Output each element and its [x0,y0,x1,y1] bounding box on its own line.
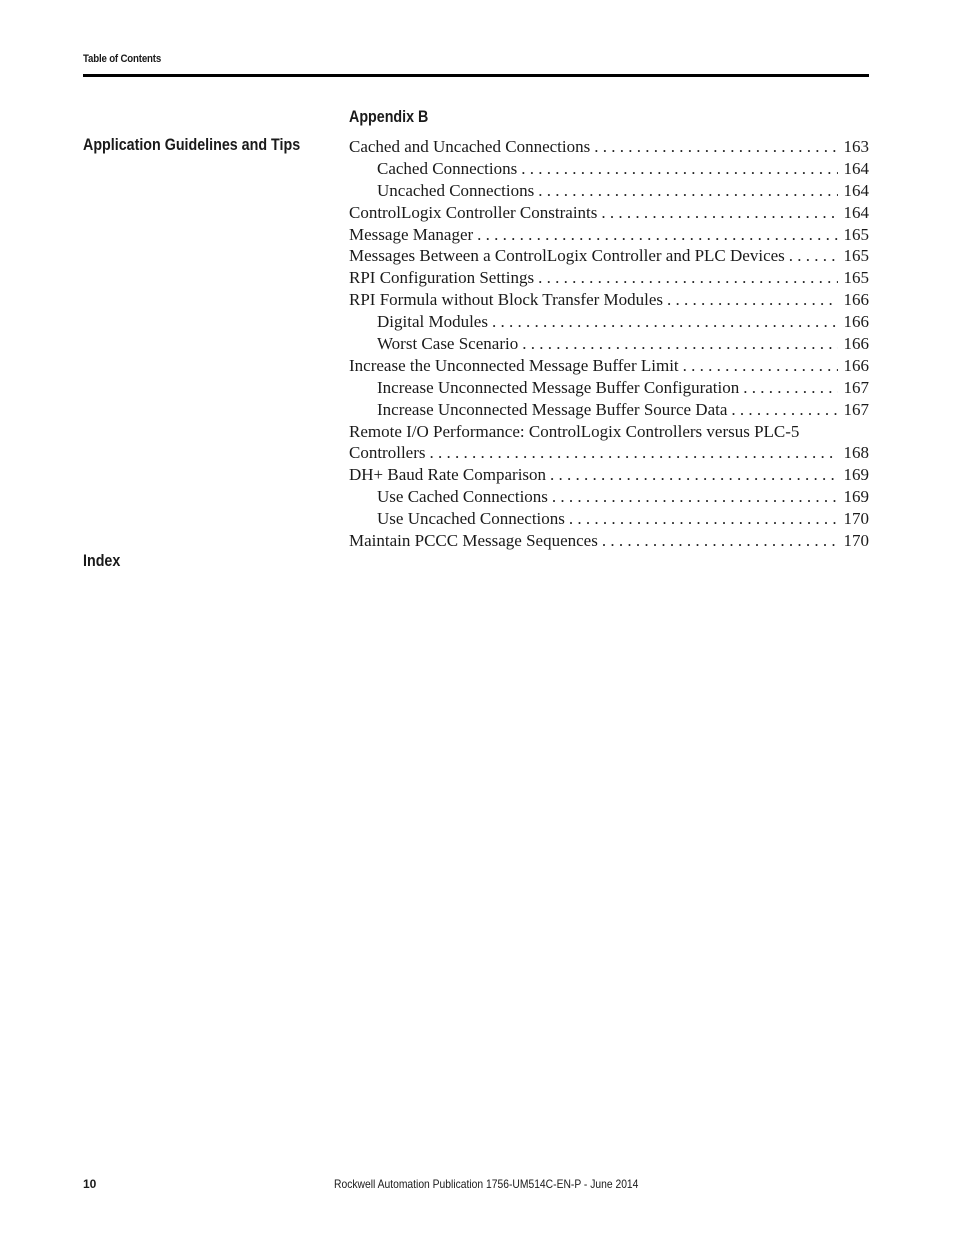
toc-entry-title: Message Manager [349,224,477,246]
dot-leader [521,158,837,180]
toc-entry-page: 167 [843,377,869,397]
toc-entry[interactable] [349,486,869,508]
toc-entry-page: 165 [843,224,869,244]
toc-entry-title: Maintain PCCC Message Sequences [349,530,602,552]
toc-entry-page: 170 [843,531,869,551]
toc-entry-page: 165 [843,268,869,288]
toc-entry[interactable] [349,224,869,246]
dot-leader [550,464,837,486]
toc-entry-page: 169 [843,465,869,485]
dot-leader [594,136,837,158]
toc-entry[interactable] [349,377,869,399]
dot-leader [683,355,838,377]
toc-entry-title: Worst Case Scenario [377,333,522,355]
dot-leader [569,508,838,530]
toc-entry-title: Remote I/O Performance: ControlLogix Controllers versus PLC-5 [349,421,800,441]
toc-entry-page: 163 [843,137,869,156]
toc-entry[interactable] [349,289,869,311]
toc-entry-title: Cached and Uncached Connections [349,136,594,158]
toc-entry[interactable] [349,464,869,486]
toc-entry-page: 167 [843,399,869,419]
toc-entry[interactable] [349,508,869,530]
appendix-heading: Appendix B [349,107,429,126]
toc-entry-page: 164 [843,180,869,200]
toc-entry[interactable] [349,311,869,333]
section-title-index[interactable]: Index [83,551,121,570]
toc-entry[interactable] [349,333,869,355]
running-header: Table of Contents [83,53,162,65]
toc-entry[interactable] [349,355,869,377]
toc-entry-page: 169 [843,487,869,507]
toc-entry-title: RPI Configuration Settings [349,267,538,289]
dot-leader [430,442,838,464]
toc-entry-title: RPI Formula without Block Transfer Modules [349,289,667,311]
toc-entry-page: 168 [843,443,869,463]
toc-entry-continuation [349,442,869,464]
dot-leader [538,267,837,289]
toc-entry-title-continued: Controllers [349,442,430,464]
dot-leader [538,180,837,202]
toc-entry[interactable] [349,530,869,552]
toc-entry-page: 166 [843,355,869,375]
toc-entry-page: 166 [843,312,869,332]
toc-entry-page: 164 [843,158,869,178]
dot-leader [731,399,837,421]
toc-entry-page: 166 [843,290,869,310]
toc-entry-title: DH+ Baud Rate Comparison [349,464,550,486]
toc-entry[interactable] [349,180,869,202]
dot-leader [492,311,838,333]
dot-leader [601,202,837,224]
toc-entry[interactable] [349,245,869,267]
toc-entry[interactable] [349,158,869,180]
toc-entry[interactable] [349,399,869,421]
dot-leader [477,224,837,246]
dot-leader [552,486,838,508]
toc-list [349,136,869,552]
toc-entry-page: 166 [843,334,869,354]
dot-leader [522,333,837,355]
toc-entry-page: 165 [843,246,869,266]
dot-leader [743,377,837,399]
toc-entry[interactable] [349,202,869,224]
toc-entry-title: Use Cached Connections [377,486,552,508]
header-rule [83,74,869,77]
toc-entry-page: 170 [843,509,869,529]
toc-entry[interactable] [349,267,869,289]
toc-entry-title: Increase Unconnected Message Buffer Source Data [377,399,731,421]
toc-entry-title: ControlLogix Controller Constraints [349,202,601,224]
toc-entry-title: Use Uncached Connections [377,508,569,530]
footer-page-number: 10 [83,1177,97,1191]
toc-entry-title: Uncached Connections [377,180,538,202]
toc-entry[interactable] [349,136,869,158]
footer-publication: Rockwell Automation Publication 1756-UM514C-EN-P - June 2014 [334,1177,639,1191]
toc-entry-title: Increase Unconnected Message Buffer Configuration [377,377,743,399]
toc-entry-title: Increase the Unconnected Message Buffer Limit [349,355,683,377]
dot-leader [602,530,838,552]
toc-entry-title: Cached Connections [377,158,521,180]
dot-leader [789,245,838,267]
toc-entry-page: 164 [843,202,869,222]
section-title-application-guidelines: Application Guidelines and Tips [83,135,301,154]
toc-entry[interactable] [349,421,869,465]
toc-entry-title: Digital Modules [377,311,492,333]
dot-leader [667,289,837,311]
toc-entry-title: Messages Between a ControlLogix Controller and PLC Devices [349,245,789,267]
